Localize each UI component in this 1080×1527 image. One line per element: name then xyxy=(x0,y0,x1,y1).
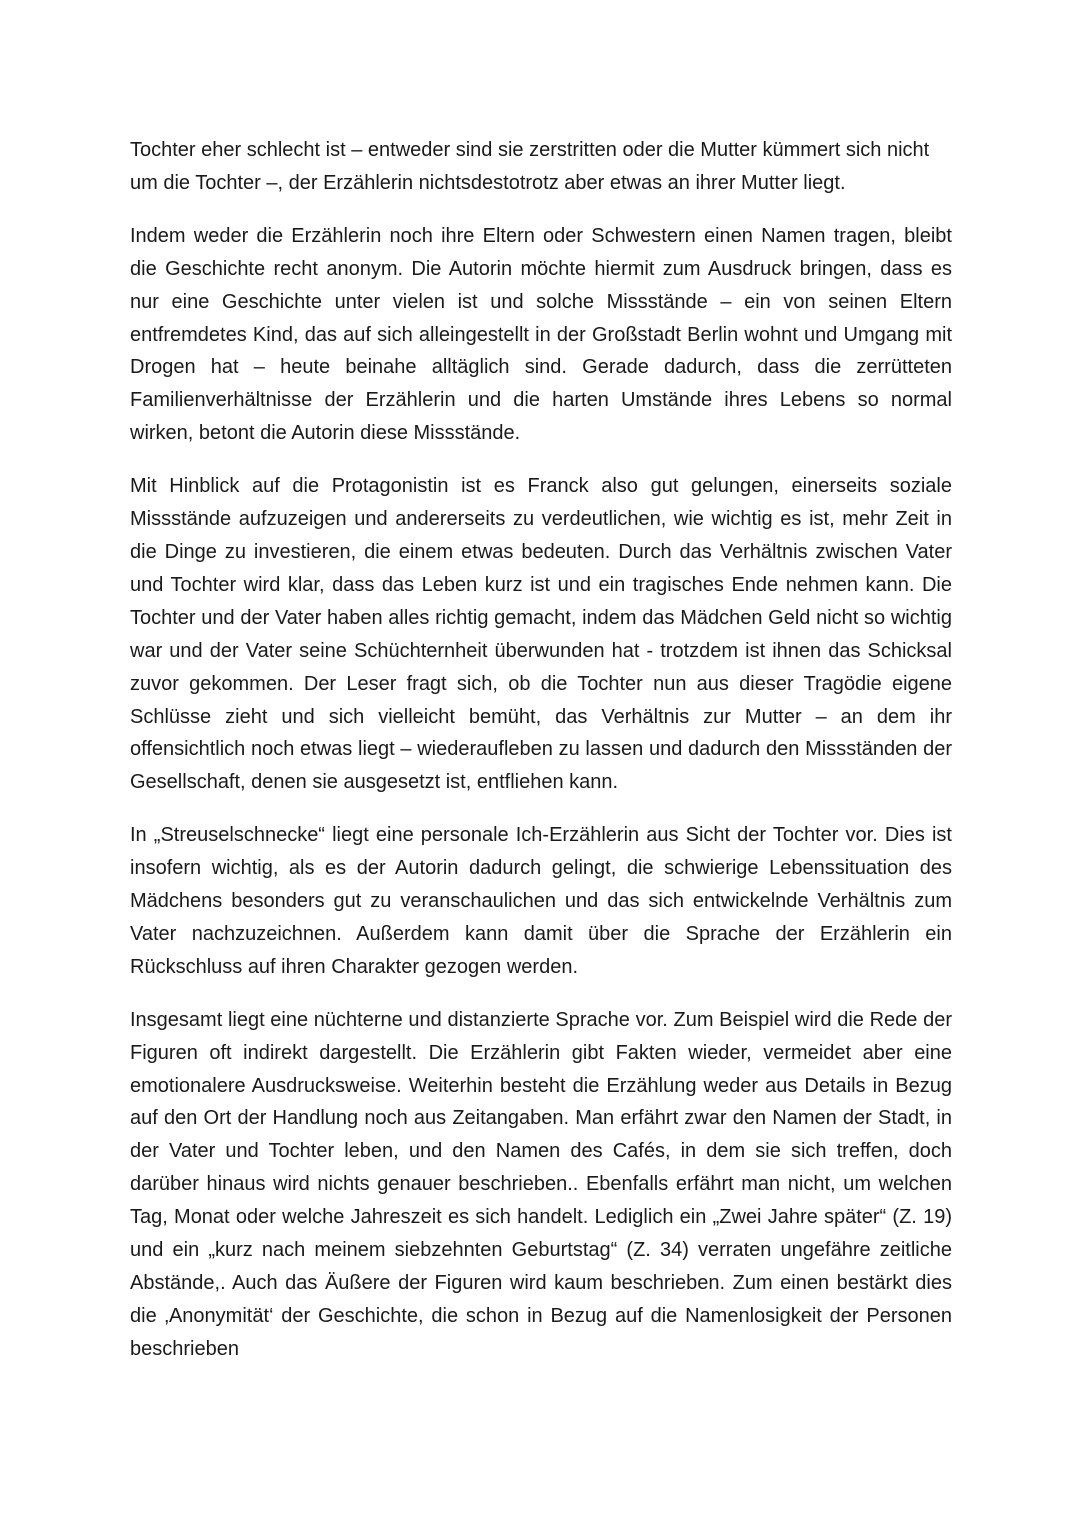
paragraph: Indem weder die Erzählerin noch ihre Eltern oder Schwestern einen Namen tragen, bleibt die Geschichte recht anonym. Die Autorin möchte hiermit zum Ausdruck bringen, dass es nur eine Geschichte unter vielen ist und solche Missstände – ein von seinen Eltern entfremdetes Kind, das auf sich alleingestellt in der Großstadt Berlin wohnt und Umgang mit Drogen hat – heute beinahe alltäglich sind. Gerade dadurch, dass die zerrütteten Familienverhältnisse der Erzählerin und die harten Umstände ihres Lebens so normal wirken, betont die Autorin diese Missstände. xyxy=(130,224,952,445)
paragraph: Mit Hinblick auf die Protagonistin ist es Franck also gut gelungen, einerseits soziale Missstände aufzuzeigen und andererseits zu verdeutlichen, wie wichtig es ist, mehr Zeit in die Dinge zu investieren, die einem etwas bedeuten. Durch das Verhältnis zwischen Vater und Tochter wird klar, dass das Leben kurz ist und ein tragisches Ende nehmen kann. Die Tochter und der Vater haben alles richtig gemacht, indem das Mädchen Geld nicht so wichtig war und der Vater seine Schüchternheit überwunden hat - trotzdem ist ihnen das Schicksal zuvor gekommen. Der Leser fragt sich, ob die Tochter nun aus dieser Tragödie eigene Schlüsse zieht und sich vielleicht bemüht, das Verhältnis zur Mutter – an dem ihr offensichtlich noch etwas liegt – wiederaufleben zu lassen und dadurch den Missständen der Gesellschaft, denen sie ausgesetzt ist, entfliehen kann. xyxy=(130,475,952,794)
document-body xyxy=(130,134,952,1386)
paragraph: Tochter eher schlecht ist – entweder sind sie zerstritten oder die Mutter kümmert sich nicht um die Tochter –, der Erzählerin nichtsdestotrotz aber etwas an ihrer Mutter liegt. xyxy=(130,139,930,194)
paragraph: In „Streuselschnecke“ liegt eine personale Ich-Erzählerin aus Sicht der Tochter vor. Dies ist insofern wichtig, als es der Autorin dadurch gelingt, die schwierige Lebenssituation des Mädchens besonders gut zu veranschaulichen und das sich entwickelnde Verhältnis zum Vater nachzuzeichnen. Außerdem kann damit über die Sprache der Erzählerin ein Rückschluss auf ihren Charakter gezogen werden. xyxy=(130,824,952,978)
paragraph: Insgesamt liegt eine nüchterne und distanzierte Sprache vor. Zum Beispiel wird die Rede der Figuren oft indirekt dargestellt. Die Erzählerin gibt Fakten wieder, vermeidet aber eine emotionalere Ausdrucksweise. Weiterhin besteht die Erzählung weder aus Details in Bezug auf den Ort der Handlung noch aus Zeitangaben. Man erfährt zwar den Namen der Stadt, in der Vater und Tochter leben, und den Namen des Cafés, in dem sie sich treffen, doch darüber hinaus wird nichts genauer beschrieben.. Ebenfalls erfährt man nicht, um welchen Tag, Monat oder welche Jahreszeit es sich handelt. Lediglich ein „Zwei Jahre später“ (Z. 19) und ein „kurz nach meinem siebzehnten Geburtstag“ (Z. 34) verraten ungefähre zeitliche Abstände,. Auch das Äußere der Figuren wird kaum beschrieben. Zum einen bestärkt dies die ‚Anonymität‘ der Geschichte, die schon in Bezug auf die Namenlosigkeit der Personen beschrieben xyxy=(130,1008,952,1360)
